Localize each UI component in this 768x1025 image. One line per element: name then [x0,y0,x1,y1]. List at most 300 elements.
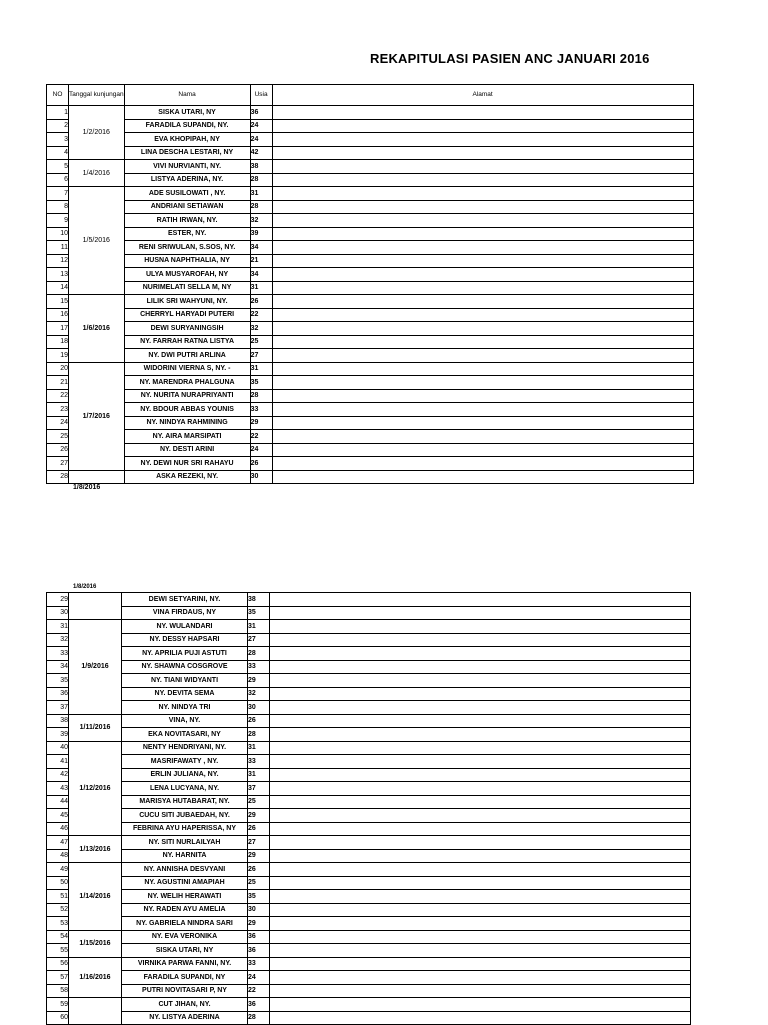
patient-age-cell: 30 [248,903,270,917]
patient-age-cell: 28 [250,173,272,187]
row-number: 27 [47,457,69,471]
row-number: 29 [47,593,69,607]
row-number: 57 [47,971,69,985]
table-row [47,322,694,336]
address-cell [272,187,693,201]
address-cell [272,362,693,376]
address-cell [270,660,691,674]
table-row [47,917,691,931]
address-cell [272,173,693,187]
address-cell [270,849,691,863]
address-cell [270,701,691,715]
address-cell [270,903,691,917]
row-number: 45 [47,809,69,823]
row-number: 35 [47,674,69,688]
row-number: 21 [47,376,69,390]
visit-date-cell: 1/11/2016 [69,714,122,741]
patient-age-cell: 36 [248,998,270,1012]
patient-age-cell: 29 [248,849,270,863]
header-alamat: Alamat [272,85,693,106]
table-row [47,674,691,688]
patient-age-cell: 22 [250,308,272,322]
table-row [47,254,694,268]
table-row [47,430,694,444]
address-cell [270,768,691,782]
patient-age-cell: 24 [250,133,272,147]
row-number: 16 [47,308,69,322]
patient-age-cell: 25 [248,876,270,890]
visit-date-cell [69,593,122,620]
table-row [47,241,694,255]
visit-date-cell: 1/5/2016 [69,187,125,295]
table-row [47,620,691,634]
visit-date-cell: 1/4/2016 [69,160,125,187]
address-cell [272,416,693,430]
table-row [47,335,694,349]
row-number: 22 [47,389,69,403]
patient-age-cell: 28 [248,1011,270,1025]
patient-name-cell: NY. TIANI WIDYANTI [122,674,248,688]
address-cell [270,741,691,755]
address-cell [272,281,693,295]
table-row [47,795,691,809]
patient-name-cell: EVA KHOPIPAH, NY [124,133,250,147]
address-cell [270,1011,691,1025]
patient-name-cell: SISKA UTARI, NY [122,944,248,958]
table-row [47,890,691,904]
patient-name-cell: HUSNA NAPHTHALIA, NY [124,254,250,268]
row-number: 24 [47,416,69,430]
patient-name-cell: VINA, NY. [122,714,248,728]
visit-date-cell [69,998,122,1025]
table-row [47,187,694,201]
patient-age-cell: 35 [250,376,272,390]
row-number: 56 [47,957,69,971]
row-number: 38 [47,714,69,728]
patient-age-cell: 24 [250,443,272,457]
table-row [47,308,694,322]
header-no: NO [47,85,69,106]
address-cell [270,714,691,728]
row-number: 55 [47,944,69,958]
patient-name-cell: MASRIFAWATY , NY. [122,755,248,769]
row-number: 19 [47,349,69,363]
patient-name-cell: SISKA UTARI, NY [124,106,250,120]
patient-name-cell: DEWI SURYANINGSIH [124,322,250,336]
patient-age-cell: 33 [250,403,272,417]
address-cell [272,106,693,120]
patient-name-cell: NY. LISTYA ADERINA [122,1011,248,1025]
address-cell [272,470,693,484]
patient-age-cell: 35 [248,890,270,904]
patient-age-cell: 34 [250,241,272,255]
row-number: 4 [47,146,69,160]
address-cell [272,214,693,228]
table-row [47,971,691,985]
row-number: 2 [47,119,69,133]
patient-age-cell: 42 [250,146,272,160]
visit-date-cell: 1/2/2016 [69,106,125,160]
address-cell [272,119,693,133]
patient-age-cell: 31 [250,362,272,376]
table-row [47,714,691,728]
patient-name-cell: NY. SHAWNA COSGROVE [122,660,248,674]
address-cell [270,890,691,904]
patient-age-cell: 24 [248,971,270,985]
table-row [47,133,694,147]
row-number: 11 [47,241,69,255]
table-row [47,416,694,430]
patient-table-page-2 [46,592,691,1025]
table-row [47,200,694,214]
patient-age-cell: 32 [250,322,272,336]
address-cell [270,674,691,688]
patient-name-cell: LILIK SRI WAHYUNI, NY. [124,295,250,309]
row-number: 1 [47,106,69,120]
table-row [47,268,694,282]
row-number: 60 [47,1011,69,1025]
patient-age-cell: 22 [248,984,270,998]
table-row [47,930,691,944]
patient-name-cell: NY. APRILIA PUJI ASTUTI [122,647,248,661]
table-row [47,755,691,769]
row-number: 3 [47,133,69,147]
row-number: 28 [47,470,69,484]
address-cell [272,389,693,403]
address-cell [270,998,691,1012]
patient-age-cell: 24 [250,119,272,133]
address-cell [272,200,693,214]
patient-name-cell: NY. WELIH HERAWATI [122,890,248,904]
table-row [47,809,691,823]
visit-date-cell: 1/9/2016 [69,620,122,715]
patient-age-cell: 36 [250,106,272,120]
patient-age-cell: 31 [250,281,272,295]
row-number: 33 [47,647,69,661]
row-number: 47 [47,836,69,850]
patient-name-cell: NY. BDOUR ABBAS YOUNIS [124,403,250,417]
table-row [47,647,691,661]
address-cell [270,863,691,877]
row-number: 48 [47,849,69,863]
row-number: 37 [47,701,69,715]
patient-age-cell: 29 [248,917,270,931]
address-cell [270,917,691,931]
address-cell [272,133,693,147]
address-cell [272,430,693,444]
row-number: 25 [47,430,69,444]
row-number: 10 [47,227,69,241]
address-cell [270,984,691,998]
table-row [47,227,694,241]
row-number: 34 [47,660,69,674]
address-cell [270,755,691,769]
row-number: 7 [47,187,69,201]
row-number: 17 [47,322,69,336]
patient-name-cell: ESTER, NY. [124,227,250,241]
patient-name-cell: ASKA REZEKI, NY. [124,470,250,484]
table-row [47,849,691,863]
address-cell [270,930,691,944]
patient-name-cell: RATIH IRWAN, NY. [124,214,250,228]
patient-age-cell: 32 [250,214,272,228]
patient-age-cell: 25 [250,335,272,349]
patient-age-cell: 31 [248,741,270,755]
address-cell [272,322,693,336]
patient-name-cell: RENI SRIWULAN, S.SOS, NY. [124,241,250,255]
table-row [47,768,691,782]
patient-name-cell: PUTRI NOVITASARI P, NY [122,984,248,998]
patient-age-cell: 28 [248,728,270,742]
row-number: 44 [47,795,69,809]
table-header-row [47,85,694,106]
address-cell [270,728,691,742]
patient-name-cell: FARADILA SUPANDI, NY [122,971,248,985]
row-number: 6 [47,173,69,187]
patient-name-cell: FARADILA SUPANDI, NY. [124,119,250,133]
table-row [47,660,691,674]
patient-name-cell: FEBRINA AYU HAPERISSA, NY [122,822,248,836]
page-title: REKAPITULASI PASIEN ANC JANUARI 2016 [370,51,650,66]
visit-date-cell: 1/14/2016 [69,863,122,931]
patient-age-cell: 31 [248,620,270,634]
table-row [47,984,691,998]
table-row [47,160,694,174]
table-row [47,876,691,890]
table-row [47,119,694,133]
row-number: 13 [47,268,69,282]
row-number: 32 [47,633,69,647]
patient-name-cell: NY. AIRA MARSIPATI [124,430,250,444]
patient-age-cell: 29 [248,809,270,823]
patient-age-cell: 26 [248,863,270,877]
address-cell [272,308,693,322]
row-number: 40 [47,741,69,755]
table-row [47,470,694,484]
table-row [47,593,691,607]
visit-date-cell [69,470,125,484]
patient-name-cell: ADE SUSILOWATI , NY. [124,187,250,201]
row-number: 46 [47,822,69,836]
patient-name-cell: NY. DESSY HAPSARI [122,633,248,647]
table-row [47,389,694,403]
table-row [47,349,694,363]
table-row [47,957,691,971]
patient-age-cell: 30 [248,701,270,715]
address-cell [270,944,691,958]
row-number: 31 [47,620,69,634]
patient-name-cell: NY. HARNITA [122,849,248,863]
row-number: 23 [47,403,69,417]
patient-age-cell: 22 [250,430,272,444]
address-cell [270,957,691,971]
address-cell [270,809,691,823]
address-cell [270,647,691,661]
row-number: 14 [47,281,69,295]
patient-name-cell: NY. DWI PUTRI ARLINA [124,349,250,363]
row-number: 41 [47,755,69,769]
patient-age-cell: 31 [250,187,272,201]
row-number: 49 [47,863,69,877]
patient-name-cell: NY. WULANDARI [122,620,248,634]
visit-date-cell: 1/15/2016 [69,930,122,957]
patient-name-cell: NY. DEWI NUR SRI RAHAYU [124,457,250,471]
row-number: 50 [47,876,69,890]
table-row [47,822,691,836]
patient-age-cell: 31 [248,768,270,782]
row-number: 59 [47,998,69,1012]
patient-name-cell: VINA FIRDAUS, NY [122,606,248,620]
row-number: 51 [47,890,69,904]
patient-name-cell: VIRNIKA PARWA FANNI, NY. [122,957,248,971]
patient-age-cell: 28 [250,389,272,403]
table-row [47,782,691,796]
row-number: 39 [47,728,69,742]
patient-name-cell: CHERRYL HARYADI PUTERI [124,308,250,322]
cutoff-date-label-top: 1/8/2016 [73,584,97,590]
address-cell [270,836,691,850]
patient-name-cell: CUCU SITI JUBAEDAH, NY. [122,809,248,823]
patient-name-cell: NY. ANNISHA DESVYANI [122,863,248,877]
address-cell [270,822,691,836]
table-row [47,281,694,295]
table-row [47,606,691,620]
patient-age-cell: 34 [250,268,272,282]
visit-date-cell: 1/12/2016 [69,741,122,836]
table-row [47,1011,691,1025]
header-usia: Usia [250,85,272,106]
patient-age-cell: 27 [248,836,270,850]
patient-age-cell: 38 [248,593,270,607]
table-row [47,903,691,917]
row-number: 58 [47,984,69,998]
table-row [47,295,694,309]
patient-age-cell: 28 [248,647,270,661]
table-row [47,836,691,850]
patient-age-cell: 26 [250,457,272,471]
table-row [47,214,694,228]
patient-name-cell: DEWI SETYARINI, NY. [122,593,248,607]
patient-age-cell: 26 [250,295,272,309]
table-row [47,376,694,390]
row-number: 30 [47,606,69,620]
address-cell [270,971,691,985]
row-number: 42 [47,768,69,782]
address-cell [270,876,691,890]
patient-age-cell: 36 [248,930,270,944]
patient-age-cell: 39 [250,227,272,241]
table-row [47,403,694,417]
visit-date-cell: 1/13/2016 [69,836,122,863]
table-row [47,687,691,701]
address-cell [272,335,693,349]
patient-name-cell: NY. SITI NURLAILYAH [122,836,248,850]
patient-age-cell: 33 [248,660,270,674]
patient-age-cell: 36 [248,944,270,958]
table-row [47,944,691,958]
address-cell [272,349,693,363]
cutoff-date-label: 1/8/2016 [73,484,101,491]
patient-name-cell: ERLIN JULIANA, NY. [122,768,248,782]
patient-name-cell: NURIMELATI SELLA M, NY [124,281,250,295]
patient-name-cell: VIVI NURVIANTI, NY. [124,160,250,174]
patient-name-cell: NY. MARENDRA PHALGUNA [124,376,250,390]
table-row [47,457,694,471]
patient-age-cell: 32 [248,687,270,701]
row-number: 12 [47,254,69,268]
row-number: 43 [47,782,69,796]
patient-name-cell: EKA NOVITASARI, NY [122,728,248,742]
patient-name-cell: NENTY HENDRIYANI, NY. [122,741,248,755]
address-cell [270,687,691,701]
address-cell [272,403,693,417]
address-cell [270,606,691,620]
patient-age-cell: 37 [248,782,270,796]
address-cell [270,620,691,634]
patient-name-cell: NY. DESTI ARINI [124,443,250,457]
patient-name-cell: LINA DESCHA LESTARI, NY [124,146,250,160]
patient-age-cell: 26 [248,822,270,836]
row-number: 36 [47,687,69,701]
address-cell [270,782,691,796]
row-number: 8 [47,200,69,214]
table-row [47,863,691,877]
patient-age-cell: 27 [250,349,272,363]
table-row [47,443,694,457]
patient-name-cell: ANDRIANI SETIAWAN [124,200,250,214]
table-row [47,106,694,120]
address-cell [272,443,693,457]
address-cell [272,227,693,241]
row-number: 20 [47,362,69,376]
patient-name-cell: CUT JIHAN, NY. [122,998,248,1012]
patient-age-cell: 33 [248,755,270,769]
visit-date-cell: 1/6/2016 [69,295,125,363]
patient-name-cell: NY. GABRIELA NINDRA SARI [122,917,248,931]
patient-age-cell: 33 [248,957,270,971]
address-cell [272,268,693,282]
row-number: 5 [47,160,69,174]
row-number: 54 [47,930,69,944]
patient-name-cell: ULYA MUSYAROFAH, NY [124,268,250,282]
row-number: 53 [47,917,69,931]
address-cell [270,633,691,647]
address-cell [272,295,693,309]
patient-name-cell: NY. NURITA NURAPRIYANTI [124,389,250,403]
address-cell [270,593,691,607]
address-cell [272,146,693,160]
address-cell [272,457,693,471]
patient-name-cell: LENA LUCYANA, NY. [122,782,248,796]
patient-age-cell: 30 [250,470,272,484]
address-cell [270,795,691,809]
patient-name-cell: NY. NINDYA RAHMINING [124,416,250,430]
table-row [47,633,691,647]
header-tanggal-kunjungan: Tanggal kunjungan [69,85,125,106]
patient-table-page-1 [46,84,694,484]
patient-name-cell: NY. DEVITA SEMA [122,687,248,701]
patient-name-cell: WIDORINI VIERNA S, NY. - [124,362,250,376]
patient-age-cell: 25 [248,795,270,809]
address-cell [272,376,693,390]
table-row [47,701,691,715]
visit-date-cell: 1/16/2016 [69,957,122,998]
visit-date-cell: 1/7/2016 [69,362,125,470]
patient-age-cell: 38 [250,160,272,174]
patient-age-cell: 29 [248,674,270,688]
row-number: 18 [47,335,69,349]
row-number: 15 [47,295,69,309]
